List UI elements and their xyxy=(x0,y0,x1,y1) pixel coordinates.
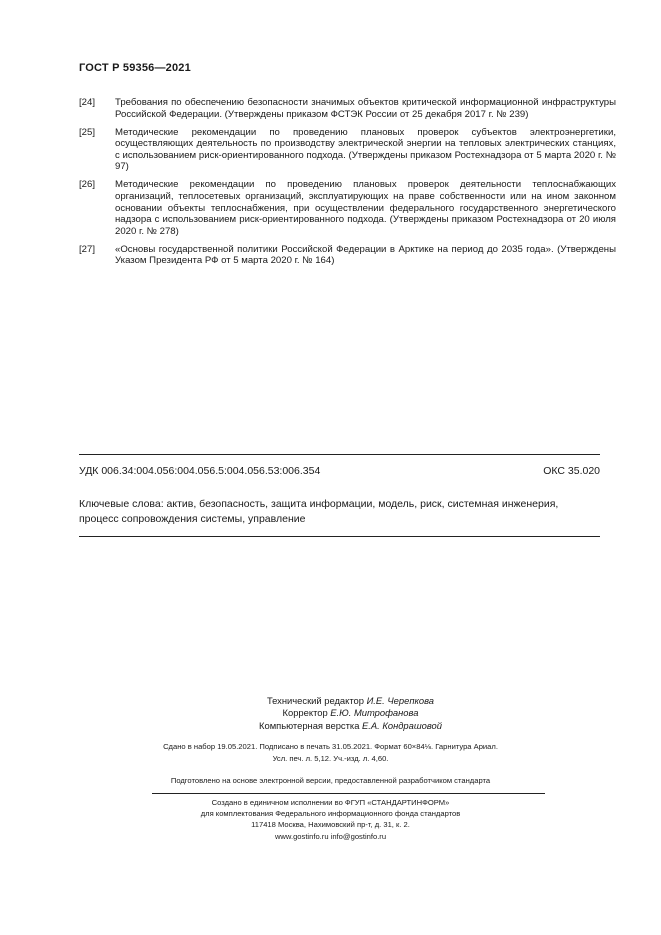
credit-name: И.Е. Черепкова xyxy=(366,695,435,706)
publisher-address: 117418 Москва, Нахимовский пр-т, д. 31, к. 2. xyxy=(251,820,410,830)
document-code-header: ГОСТ Р 59356—2021 xyxy=(79,62,191,74)
publisher-line: Создано в единичном исполнении во ФГУП «СТАНДАРТИНФОРМ» xyxy=(211,798,450,807)
keywords: Ключевые слова: актив, безопасность, защита информации, модель, риск, системная инженерия, процесс сопровождения системы, управление xyxy=(79,498,559,525)
reference-number: [25] xyxy=(79,126,96,138)
publisher-line: для комплектования Федерального информационного фонда стандартов xyxy=(200,809,461,819)
credit-name: Е.А. Кондрашовой xyxy=(362,719,442,731)
classification-top-rule xyxy=(79,454,600,455)
reference-number: [24] xyxy=(79,97,96,108)
publisher-info xyxy=(0,797,661,842)
credit-role: Корректор xyxy=(282,707,328,719)
publisher-rule xyxy=(152,793,545,794)
oks-code: ОКС 35.020 xyxy=(543,465,600,477)
classification-bottom-rule xyxy=(79,536,600,537)
reference-text: Методические рекомендации по проведению плановых проверок деятельности теплоснабжающих организаций, теплосетевых организаций, эксплуатирующих на праве собственности или на ином законном основании объекты теплоснабжения, при осуществлении федерального государственного энергетического надзора с использованием риск-ориентированного подхода. (Утверждены приказом Ростехнадзора от 20 июля 2020 г. № 278) xyxy=(115,179,616,237)
credit-name: Е.Ю. Митрофанова xyxy=(330,707,419,719)
bibliography-list xyxy=(79,97,616,273)
reference-text: Методические рекомендации по проведению плановых проверок субъектов электроэнергетики, осуществляющих деятельность по производству электрической энергии на тепловых электрических станциях, с использованием риск-ориентированного подхода. (Утверждены приказом Ростехнадзора от 5 марта 2020 г. № 97) xyxy=(115,126,616,173)
bibliography-item xyxy=(79,179,616,237)
credit-role: Компьютерная верстка xyxy=(259,719,360,731)
reference-text: Требования по обеспечению безопасности значимых объектов критической информационной инфраструктуры Российской Федерации. (Утверждены приказом ФСТЭК России от 25 декабря 2017 г. № 239) xyxy=(115,97,616,120)
bibliography-item xyxy=(79,127,616,173)
publisher-contacts: www.gostinfo.ru info@gostinfo.ru xyxy=(274,831,387,841)
editorial-credits xyxy=(0,695,661,732)
reference-number: [27] xyxy=(79,243,96,255)
udk-code: УДК 006.34:004.056:004.056.5:004.056.53:006.354 xyxy=(79,465,321,477)
print-info-line: Сдано в набор 19.05.2021. Подписано в печать 31.05.2021. Формат 60×84⅛. Гарнитура Ариал. xyxy=(163,742,498,751)
prepared-note: Подготовлено на основе электронной версии, предоставленной разработчиком стандарта xyxy=(170,776,491,785)
credit-corrector xyxy=(40,707,661,719)
reference-text: «Основы государственной политики Российской Федерации в Арктике на период до 2035 года». (Утверждены Указом Президента РФ от 5 марта 2020 г. № 164) xyxy=(115,243,616,267)
bibliography-item xyxy=(79,97,616,120)
reference-number: [26] xyxy=(79,179,96,191)
credit-layout xyxy=(40,720,661,732)
credit-role: Технический редактор xyxy=(266,695,364,706)
credit-editor xyxy=(40,695,661,707)
bibliography-item xyxy=(79,244,616,267)
print-info-line: Усл. печ. л. 5,12. Уч.-изд. л. 4,60. xyxy=(272,754,389,763)
